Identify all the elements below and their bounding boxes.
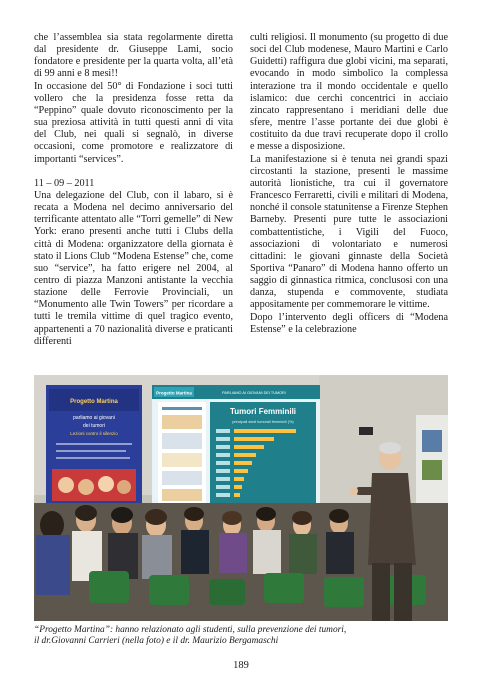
projected-slide	[152, 385, 320, 510]
poster	[46, 385, 142, 507]
poster-title: Progetto Martina	[70, 399, 118, 405]
caption-line: il dr.Giovanni Carrieri (nella foto) e il dr. Maurizio Bergamaschi	[34, 636, 279, 647]
slide-title: Tumori Femminili	[229, 407, 297, 416]
poster-line: parliamo ai giovani	[73, 415, 115, 421]
classroom-photo	[34, 375, 448, 621]
poster-line: Lezioni contro il silenzio	[70, 431, 118, 436]
paragraph: che l’assemblea sia stata regolarmente diretta dal presidente dr. Giuseppe Lami, socio fondatore e presidente per la quarta volta, all’età di 99 anni e 8 mesi!!	[34, 32, 233, 80]
paragraph: In occasione del 50° di Fondazione i soci tutti vollero che la presidenza fosse retta da “Peppino” quale dovuto riconoscimento per la sua preziosa attività in tutti questi anni di vita del Club, nei quali si segnalò, in diverse occasioni, come promotore e realizzatore di importanti “services”.	[34, 80, 233, 165]
paragraph: Dopo l’intervento degli officers di “Modena Estense” e la celebrazione	[250, 311, 448, 335]
slide-header: Progetto Martina	[156, 390, 192, 396]
poster-line: dei tumori	[83, 423, 105, 429]
date-heading: 11 – 09 – 2011	[34, 177, 95, 189]
slide-subheader: PARLIAMO AI GIOVANI DEI TUMORI	[222, 391, 286, 395]
page-number: 189	[233, 660, 249, 671]
caption-line: “Progetto Martina”: hanno relazionato agli studenti, sulla prevenzione dei tumori,	[34, 625, 347, 635]
paragraph: culti religiosi. Il monumento (su progetto di due soci del Club modenese, Mauro Martini e Carlo Guidetti) raffigura due globi vicini, ma separati, evocando in modo simbolico la complessa interazione tra il mondo occidentale e quello islamico: due cerchi concentrici in acciaio zincato rappresentano i meridiani delle due sfere, mentre l’asse portante dei due globi è costituito da due travi recuperate dopo il crollo e messe a disposizione.	[250, 32, 448, 153]
left-column	[34, 32, 233, 348]
paragraph: Una delegazione del Club, con il labaro, si è recata a Modena nel decimo anniversario del terrificante attentato alle “Torri gemelle” di New York: erano presenti anche tutti i Clubs della città di Modena: organizzatore della giornata è stato il Lions Club “Modena Estense” che, come suo “service”, ha fatto erigere nel 2004, al centro di piazza Manzoni antistante la vecchia stazione delle Ferrovie Provinciali, un “Monumento alle Twin Towers” per ricordare a tutti le tremila vittime di quel tragico evento, appartenenti a 70 nazionalità diverse e praticanti differenti	[34, 189, 233, 347]
photo-caption	[34, 625, 448, 648]
paragraph: La manifestazione si è tenuta nei grandi spazi circostanti la stazione, presenti le massime autorità lionistiche, tra cui il governatore Francesco Ferraretti, civili e militari di Modena, nonché il console statunitense a Firenze Stephen Barneby. Presenti pure tutte le associazioni combattentistiche, i Vigili del Fuoco, associazioni di volontariato e numerosi cittadini: le giovani ginnaste della Società Sportiva “Panaro” di Modena hanno offerto un saggio di ginnastica ritmica, conclusosi con una danza, stupenda e commovente, studiata appositamente per commemorare le vittime.	[250, 153, 448, 311]
right-column	[250, 32, 448, 336]
slide-chart-caption: principali siedi tumorali femminili (%)	[232, 420, 294, 424]
